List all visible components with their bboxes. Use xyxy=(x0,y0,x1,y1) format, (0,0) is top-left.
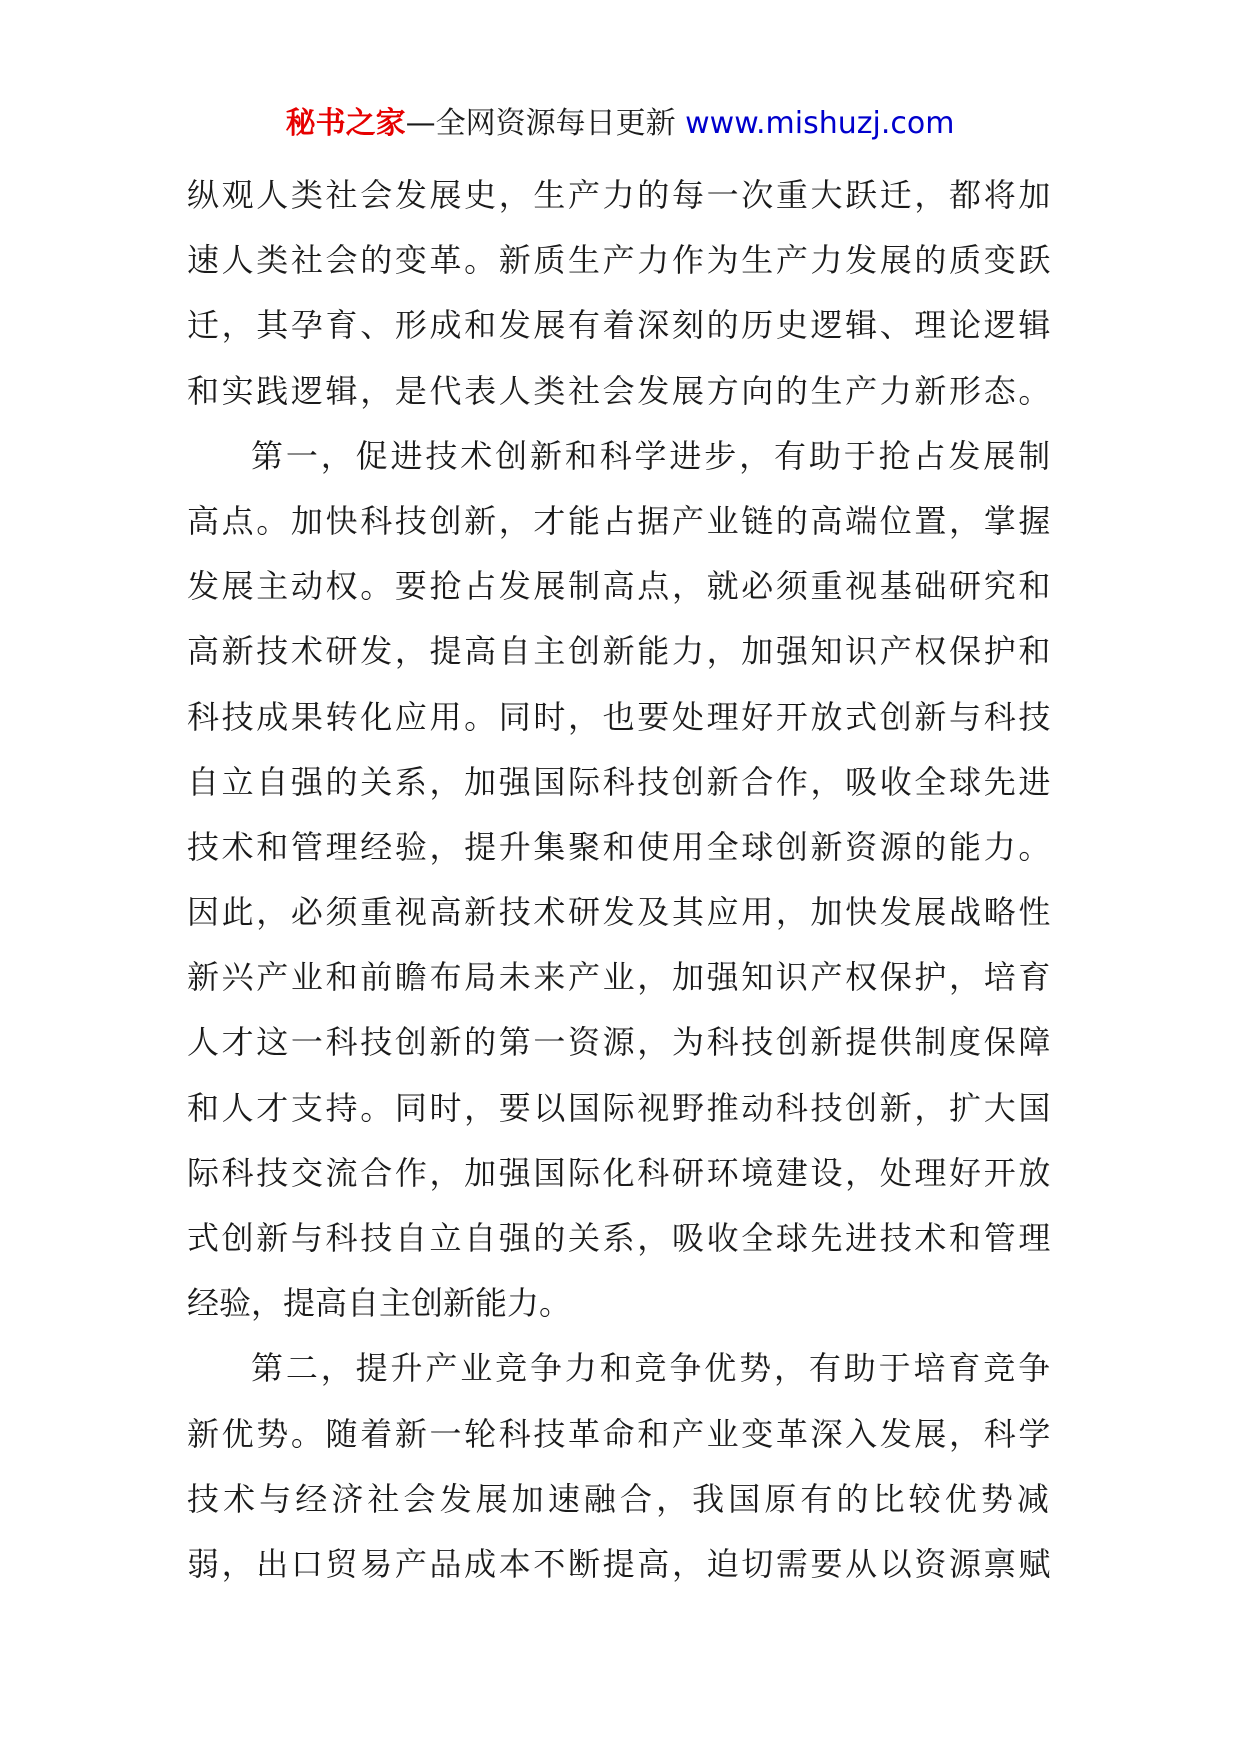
text-line: 人才这一科技创新的第一资源，为科技创新提供制度保障 xyxy=(187,1023,1053,1062)
text-line: 新优势。随着新一轮科技革命和产业变革深入发展，科学 xyxy=(187,1414,1053,1453)
text-line: 弱，出口贸易产品成本不断提高，迫切需要从以资源禀赋 xyxy=(187,1544,1053,1583)
document-body xyxy=(187,163,1053,1597)
site-tagline: —全网资源每日更新 xyxy=(405,106,686,141)
text-line: 高点。加快科技创新，才能占据产业链的高端位置，掌握 xyxy=(187,501,1053,540)
text-line: 速人类社会的变革。新质生产力作为生产力发展的质变跃 xyxy=(187,241,1053,280)
text-line: 纵观人类社会发展史，生产力的每一次重大跃迁，都将加 xyxy=(187,176,1053,214)
text-line: 式创新与科技自立自强的关系，吸收全球先进技术和管理 xyxy=(187,1219,1053,1257)
text-line: 际科技交流合作，加强国际化科研环境建设，处理好开放 xyxy=(187,1153,1053,1192)
text-line: 技术和管理经验，提升集聚和使用全球创新资源的能力。 xyxy=(187,827,1053,866)
text-line: 新兴产业和前瞻布局未来产业，加强知识产权保护，培育 xyxy=(187,958,1053,997)
text-line: 自立自强的关系，加强国际科技创新合作，吸收全球先进 xyxy=(187,762,1053,801)
text-line: 和人才支持。同时，要以国际视野推动科技创新，扩大国 xyxy=(187,1088,1053,1127)
text-line: 高新技术研发，提高自主创新能力，加强知识产权保护和 xyxy=(187,632,1053,671)
text-line: 发展主动权。要抢占发展制高点，就必须重视基础研究和 xyxy=(187,567,1053,606)
text-line: 和实践逻辑，是代表人类社会发展方向的生产力新形态。 xyxy=(187,371,1053,410)
site-header xyxy=(0,100,1240,148)
text-line: 科技成果转化应用。同时，也要处理好开放式创新与科技 xyxy=(187,697,1053,736)
text-line: 迁，其孕育、形成和发展有着深刻的历史逻辑、理论逻辑 xyxy=(187,306,1053,345)
text-line: 第二，提升产业竞争力和竞争优势，有助于培育竞争 xyxy=(251,1349,1053,1388)
site-brand: 秘书之家 xyxy=(285,106,406,141)
text-line: 因此，必须重视高新技术研发及其应用，加快发展战略性 xyxy=(187,893,1053,932)
text-line: 第一，促进技术创新和科学进步，有助于抢占发展制 xyxy=(251,436,1053,475)
site-url-link[interactable]: www.mishuzj.com xyxy=(685,106,955,141)
text-line: 经验，提高自主创新能力。 xyxy=(187,1284,572,1323)
text-line: 技术与经济社会发展加速融合，我国原有的比较优势减 xyxy=(187,1479,1053,1518)
